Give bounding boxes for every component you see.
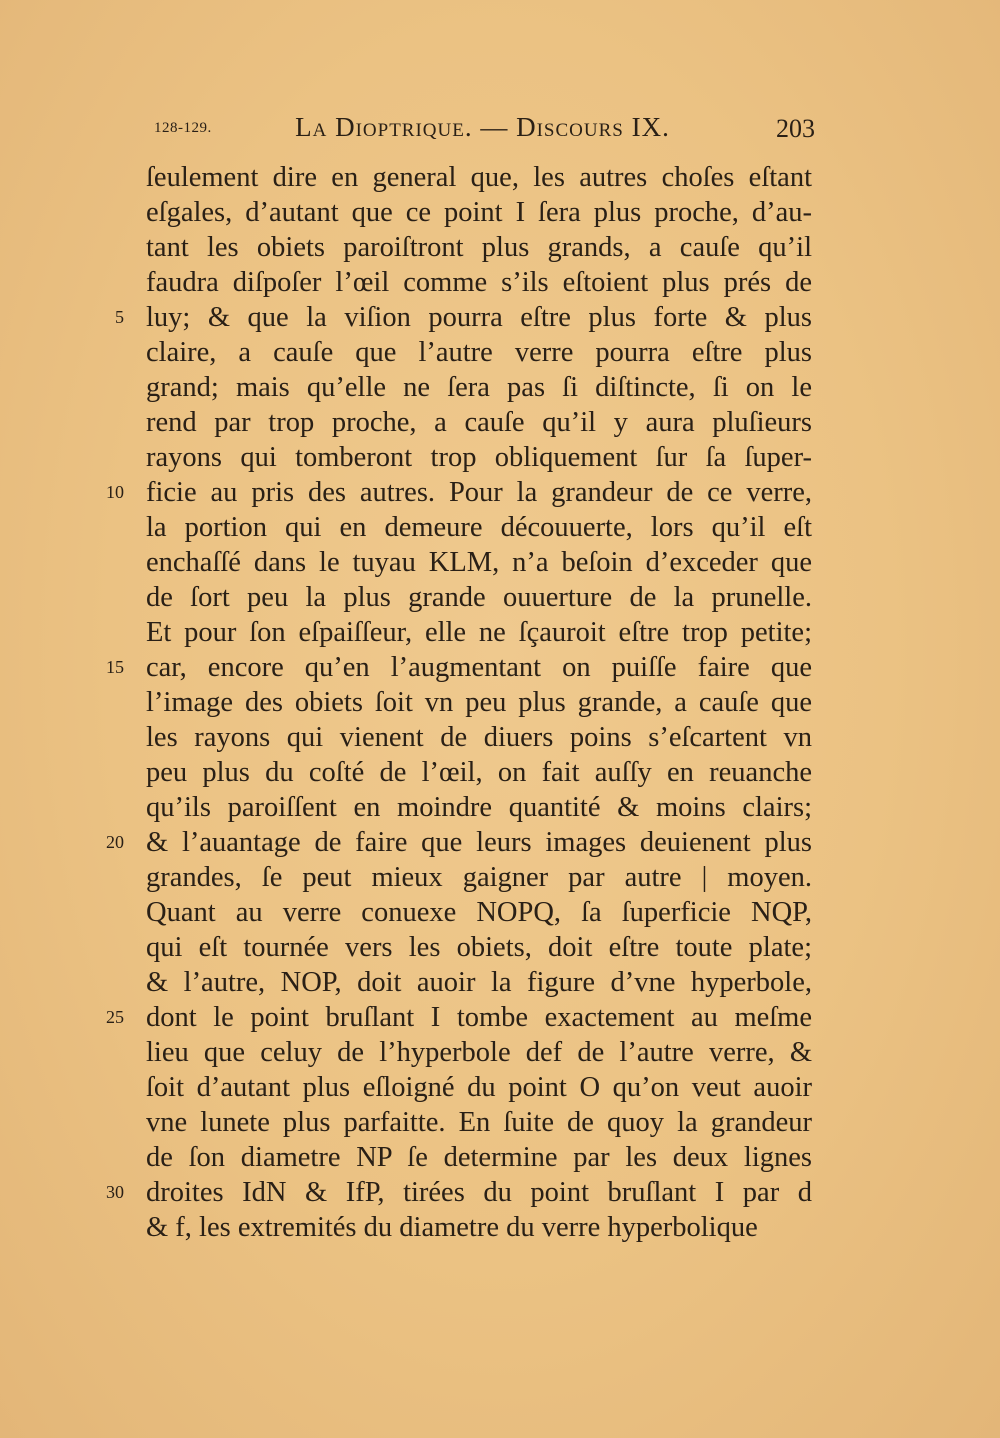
text-line: car, encore qu’en l’augmentant on puiſſe faire que <box>146 652 812 683</box>
text-line: rayons qui tomberont trop obliquement ſur ſa ſuper- <box>146 442 812 473</box>
text-line: ſoit d’autant plus eſloigné du point O qu’on veut auoir <box>146 1072 812 1103</box>
text-line: ſeulement dire en general que, les autres choſes eſtant <box>146 162 812 193</box>
text-line: lieu que celuy de l’hyperbole def de l’autre verre, & <box>146 1037 812 1068</box>
header-title: La Dioptrique. — Discours IX. <box>295 112 670 142</box>
text-line: vne lunete plus parfaitte. En ſuite de quoy la grandeur <box>146 1107 812 1138</box>
text-line: grand; mais qu’elle ne ſera pas ſi diſtincte, ſi on le <box>146 372 812 403</box>
text-line: de ſort peu la plus grande ouuerture de la prunelle. <box>146 582 812 613</box>
text-line: dont le point bruſlant I tombe exactement au meſme <box>146 1002 812 1033</box>
text-line: qu’ils paroiſſent en moindre quantité & moins clairs; <box>146 792 812 823</box>
text-line: rend par trop proche, a cauſe qu’il y aura pluſieurs <box>146 407 812 438</box>
text-line: de ſon diametre NP ſe determine par les deux lignes <box>146 1142 812 1173</box>
text-line: peu plus du coſté de l’œil, on fait auſſy en reuanche <box>146 757 812 788</box>
text-line: & f, les extremités du diametre du verre hyperbolique <box>146 1212 758 1243</box>
text-line: & l’autre, NOP, doit auoir la figure d’vne hyperbole, <box>146 967 812 998</box>
text-line: l’image des obiets ſoit vn peu plus grande, a cauſe que <box>146 687 812 718</box>
text-line: eſgales, d’autant que ce point I ſera plus proche, d’au- <box>146 197 812 228</box>
text-line: Quant au verre conuexe NOPQ, ſa ſuperficie NQP, <box>146 897 812 928</box>
line-number: 10 <box>106 482 124 502</box>
text-line: qui eſt tournée vers les obiets, doit eſtre toute plate; <box>146 932 812 963</box>
text-line: Et pour ſon eſpaiſſeur, elle ne ſçauroit eſtre trop petite; <box>146 617 812 648</box>
text-line: enchaſſé dans le tuyau KLM, n’a beſoin d’exceder que <box>146 547 812 578</box>
text-line: grandes, ſe peut mieux gaigner par autre | moyen. <box>146 862 812 893</box>
text-line: ficie au pris des autres. Pour la grandeur de ce verre, <box>146 477 812 508</box>
text-line: luy; & que la viſion pourra eſtre plus forte & plus <box>146 302 812 333</box>
line-number: 30 <box>106 1182 124 1202</box>
text-line: la portion qui en demeure découuerte, lors qu’il eſt <box>146 512 812 543</box>
line-number: 15 <box>106 657 124 677</box>
line-number: 25 <box>106 1007 124 1027</box>
text-line: tant les obiets paroiſtront plus grands, a cauſe qu’il <box>146 232 812 263</box>
line-number: 20 <box>106 832 124 852</box>
text-line: droites IdN & IfP, tirées du point bruſlant I par d <box>146 1177 812 1208</box>
line-number: 5 <box>115 307 124 327</box>
text-line: & l’auantage de faire que leurs images deuienent plus <box>146 827 812 858</box>
page-number: 203 <box>776 114 815 143</box>
text-line: les rayons qui vienent de diuers poins s’eſcartent vn <box>146 722 812 753</box>
header-page-refs: 128-129. <box>154 120 212 136</box>
text-line: faudra diſpoſer l’œil comme s’ils eſtoient plus prés de <box>146 267 812 298</box>
running-header <box>150 112 815 148</box>
text-line: claire, a cauſe que l’autre verre pourra eſtre plus <box>146 337 812 368</box>
